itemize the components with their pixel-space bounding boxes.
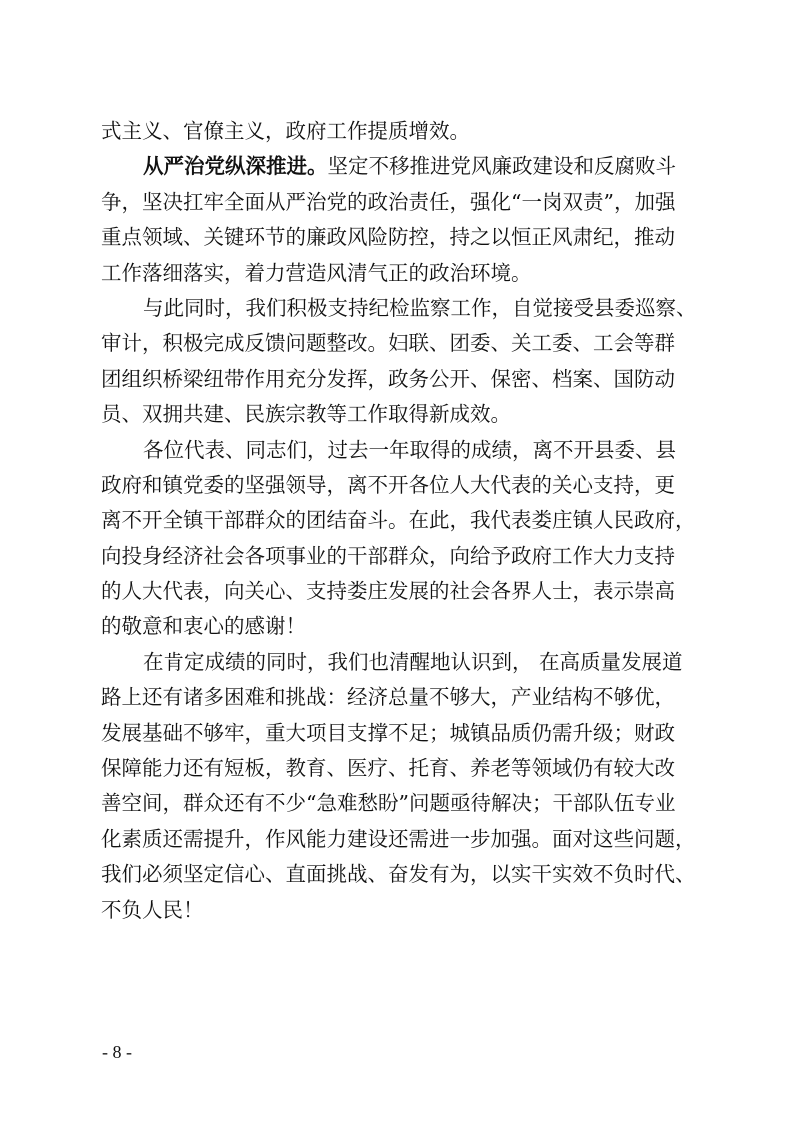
body-text xyxy=(101,114,697,928)
text-line: 的敬意和衷心的感谢！ xyxy=(101,614,306,639)
text-line: 化素质还需提升，作风能力建设还需进一步加强。面对这些问题， xyxy=(101,826,696,851)
text-line: 争，坚决扛牢全面从严治党的政治责任，强化“一岗双责”，加强 xyxy=(101,189,676,214)
text-line: 工作落细落实，着力营造风清气正的政治环境。 xyxy=(101,260,532,285)
paragraph-first-line: 各位代表、同志们，过去一年取得的成绩，离不开县委、县 xyxy=(143,437,676,462)
text-line: 路上还有诸多困难和挑战：经济总量不够大，产业结构不够优， xyxy=(101,685,675,710)
paragraph-first-line xyxy=(101,149,697,184)
paragraph-first-line: 在肯定成绩的同时，我们也清醒地认识到， 在高质量发展道 xyxy=(143,649,683,674)
text-line: 团组织桥梁纽带作用充分发挥，政务公开、保密、档案、国防动 xyxy=(101,366,675,391)
text-line: 我们必须坚定信心、直面挑战、奋发有为，以实干实效不负时代、 xyxy=(101,862,696,887)
page-number: - 8 - xyxy=(102,1042,132,1062)
text-line: 离不开全镇干部群众的团结奋斗。在此，我代表娄庄镇人民政府， xyxy=(101,508,696,533)
text-line: 式主义、官僚主义，政府工作提质增效。 xyxy=(101,119,470,143)
text-line: 发展基础不够牢，重大项目支撑不足；城镇品质仍需升级；财政 xyxy=(101,720,675,745)
text-line: 政府和镇党委的坚强领导，离不开各位人大代表的关心支持，更 xyxy=(101,472,675,497)
text-line: 保障能力还有短板，教育、医疗、托育、养老等领域仍有较大改 xyxy=(101,756,675,781)
paragraph-first-line: 与此同时，我们积极支持纪检监察工作，自觉接受县委巡察、 xyxy=(143,295,697,320)
text-line: 向投身经济社会各项事业的干部群众，向给予政府工作大力支持 xyxy=(101,543,675,568)
text-line: 善空间，群众还有不少“急难愁盼”问题亟待解决；干部队伍专业 xyxy=(101,791,676,816)
text-line: 不负人民！ xyxy=(101,897,204,922)
text-line: 的人大代表，向关心、支持娄庄发展的社会各界人士，表示崇高 xyxy=(101,579,675,604)
text-run: 坚定不移推进党风廉政建设和反腐败斗 xyxy=(327,154,676,179)
text-line: 员、双拥共建、民族宗教等工作取得新成效。 xyxy=(101,402,511,427)
text-line: 审计，积极完成反馈问题整改。妇联、团委、关工委、工会等群 xyxy=(101,331,675,356)
text-line: 重点领域、关键环节的廉政风险防控，持之以恒正风肃纪，推动 xyxy=(101,225,675,250)
section-heading: 从严治党纵深推进。 xyxy=(143,154,328,179)
